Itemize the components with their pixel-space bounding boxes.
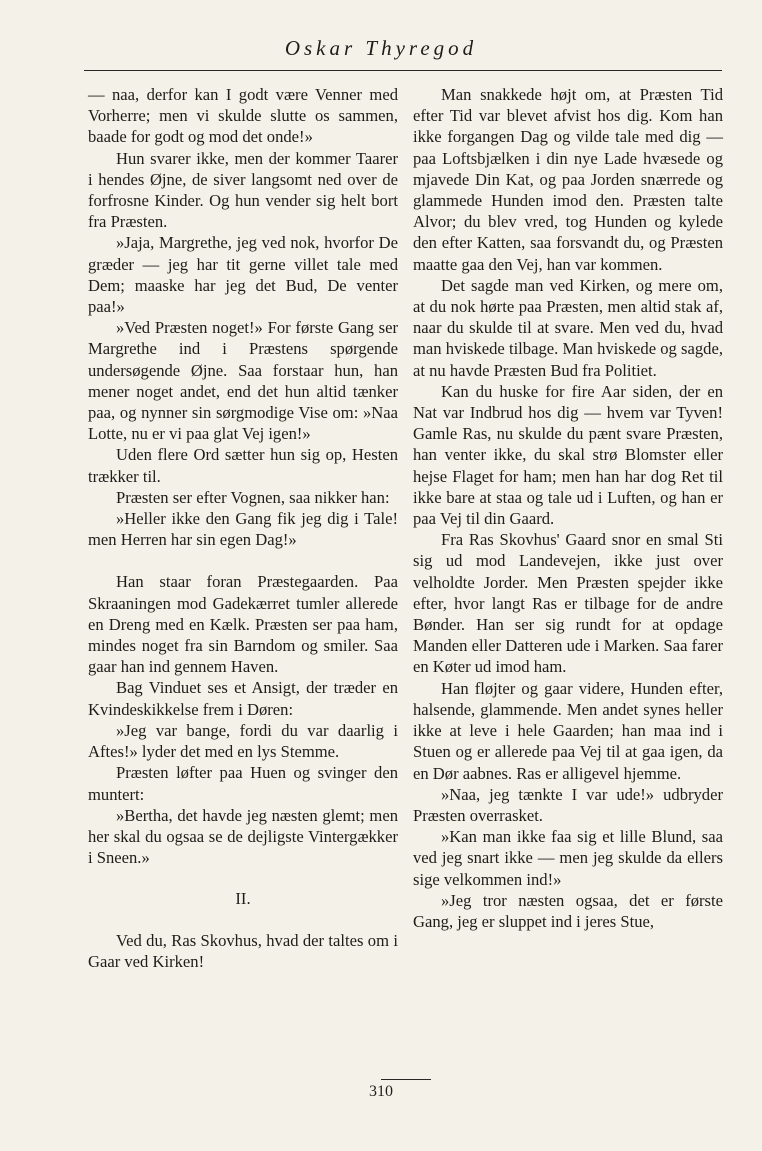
paragraph: »Jeg var bange, fordi du var daarlig i Aftes!» lyder det med en lys Stemme. <box>88 720 398 762</box>
paragraph: »Jaja, Margrethe, jeg ved nok, hvorfor De græder — jeg har tit gerne villet tale med Dem; maaske har jeg det Bud, De venter paa!» <box>88 233 398 317</box>
paragraph: Hun svarer ikke, men der kommer Taarer i hendes Øjne, de siver langsomt ned over de forfrosne Kinder. Og hun vender sig helt bort fra Præsten. <box>88 148 398 232</box>
paragraph: — naa, derfor kan I godt være Venner med Vorherre; men vi skulde slutte os sammen, baade for godt og mod det onde!» <box>88 85 398 147</box>
right-column <box>413 84 723 932</box>
paragraph: Uden flere Ord sætter hun sig op, Hesten trækker til. <box>88 445 398 486</box>
paragraph: »Naa, jeg tænkte I var ude!» udbryder Præsten overrasket. <box>413 784 723 825</box>
paragraph: Det sagde man ved Kirken, og mere om, at du nok hørte paa Præsten, men altid stak af, naar du skulde til at svare. Men ved du, hvad man hviskede tilbage. Man hviskede og sagde, at nu havde Præsten Bud fra Politiet. <box>413 275 723 380</box>
section-heading: II. <box>235 889 251 909</box>
paragraph: Han staar foran Præstegaarden. Paa Skraaningen mod Gadekærret tumler allerede en Dreng med en Kælk. Præsten ser paa ham, mindes noget fra sin Barndom og smiler. Saa gaar han ind gennem Haven. <box>88 572 398 677</box>
paragraph: »Jeg tror næsten ogsaa, det er første Gang, jeg er sluppet ind i jeres Stue, <box>413 890 723 931</box>
paragraph: »Bertha, det havde jeg næsten glemt; men her skal du ogsaa se de dejligste Vintergækker i Sneen.» <box>88 805 398 868</box>
paragraph: »Kan man ikke faa sig et lille Blund, saa ved jeg snart ikke — men jeg skulde da ellers sige velkommen ind!» <box>413 827 723 889</box>
paragraph: Ved du, Ras Skovhus, hvad der taltes om i Gaar ved Kirken! <box>88 930 398 971</box>
page-number-rule <box>381 1079 431 1080</box>
paragraph: Præsten ser efter Vognen, saa nikker han: <box>116 487 390 507</box>
header-rule <box>84 70 722 71</box>
paragraph: Præsten løfter paa Huen og svinger den muntert: <box>88 763 398 804</box>
paragraph: Bag Vinduet ses et Ansigt, der træder en Kvindeskikkelse frem i Døren: <box>88 678 398 719</box>
left-column <box>88 84 398 972</box>
paragraph: Fra Ras Skovhus' Gaard snor en smal Sti sig ud mod Landevejen, ikke just over velholdte Jorder. Men Præsten spejder ikke efter, hvor langt Ras er tilbage for de andre Bønder. Han ser sig rundt for at opdage Manden eller Datteren ude i Marken. Saa farer en Køter ud imod ham. <box>413 530 723 677</box>
paragraph: »Ved Præsten noget!» For første Gang ser Margrethe ind i Præstens spørgende undersøgende Øjne. Saa forstaar hun, han mener noget andet, end det hun altid tænker paa, og nynner sin sørgmodige Vise om: »Naa Lotte, nu er vi paa glat Vej igen!» <box>88 318 398 444</box>
running-title: Oskar Thyregod <box>284 36 478 60</box>
paragraph: »Heller ikke den Gang fik jeg dig i Tale! men Herren har sin egen Dag!» <box>88 509 398 550</box>
paragraph: Kan du huske for fire Aar siden, der en Nat var Indbrud hos dig — hvem var Tyven! Gamle Ras, nu skulde du pænt svare Præsten, han venter ikke, du skal strø Blomster eller hejse Flaget for ham; men han har dog Ret til ikke bare at staa og tale ud i Luften, og han er paa Vej til din Gaard. <box>413 381 723 529</box>
paragraph: Man snakkede højt om, at Præsten Tid efter Tid var blevet afvist hos dig. Kom han ikke forgangen Dag og vilde tale med dig — paa Loftsbjælken i din nye Lade hvæsede og mjavede Din Kat, og paa Jorden snærrede og glammede Hunden imod den. Præsten talte Alvor; du blev vred, tog Hunden og kylede den efter Katten, saa forsvandt du, og Præsten maatte gaa den Vej, han var kommen. <box>413 85 723 274</box>
page-number: 310 <box>369 1083 393 1100</box>
paragraph: Han fløjter og gaar videre, Hunden efter, halsende, glammende. Men andet synes heller ikke at leve i hele Gaarden; han maa ind i Stuen og er allerede paa Vej til at gaa igen, da en Dør aabnes. Ras er alligevel hjemme. <box>413 678 723 783</box>
